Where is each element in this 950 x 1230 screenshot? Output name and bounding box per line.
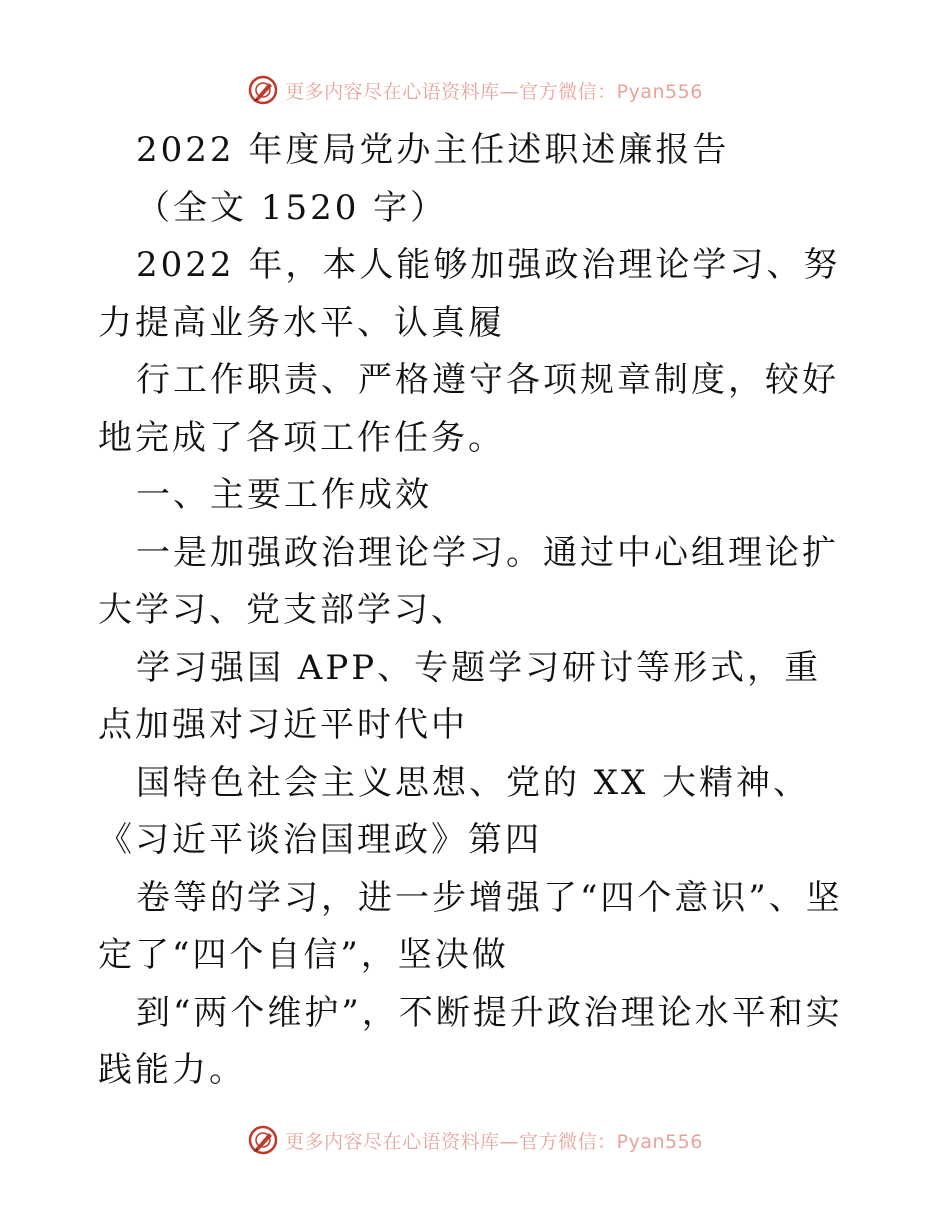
paragraph: 国特色社会主义思想、党的 XX 大精神、《习近平谈治国理政》第四: [98, 762, 811, 860]
paragraph: 行工作职责、严格遵守各项规章制度，较好地完成了各项工作任务。: [98, 360, 839, 458]
pen-logo-icon: [247, 74, 279, 106]
paragraph: 学习强国 APP、专题学习研讨等形式，重点加强对习近平时代中: [98, 647, 822, 745]
document-body: [98, 122, 858, 1100]
header-watermark: [0, 72, 950, 108]
paragraph: 卷等的学习，进一步增强了“四个意识”、坚定了“四个自信”，坚决做: [98, 877, 843, 975]
section-heading: 一、主要工作成效: [136, 475, 432, 515]
paragraph: 到“两个维护”，不断提升政治理论水平和实践能力。: [98, 992, 843, 1090]
watermark-text: 更多内容尽在心语资料库—官方微信：Pyan556: [285, 80, 703, 103]
paragraph: 一是加强政治理论学习。通过中心组理论扩大学习、党支部学习、: [98, 532, 839, 630]
paragraph: 2022 年，本人能够加强政治理论学习、努力提高业务水平、认真履: [98, 245, 841, 343]
footer-watermark: [0, 1122, 950, 1158]
pen-logo-icon: [247, 1124, 279, 1156]
watermark-text: 更多内容尽在心语资料库—官方微信：Pyan556: [285, 1130, 703, 1153]
word-count: （全文 1520 字）: [136, 187, 448, 228]
document-title: 2022 年度局党办主任述职述廉报告: [136, 130, 730, 170]
